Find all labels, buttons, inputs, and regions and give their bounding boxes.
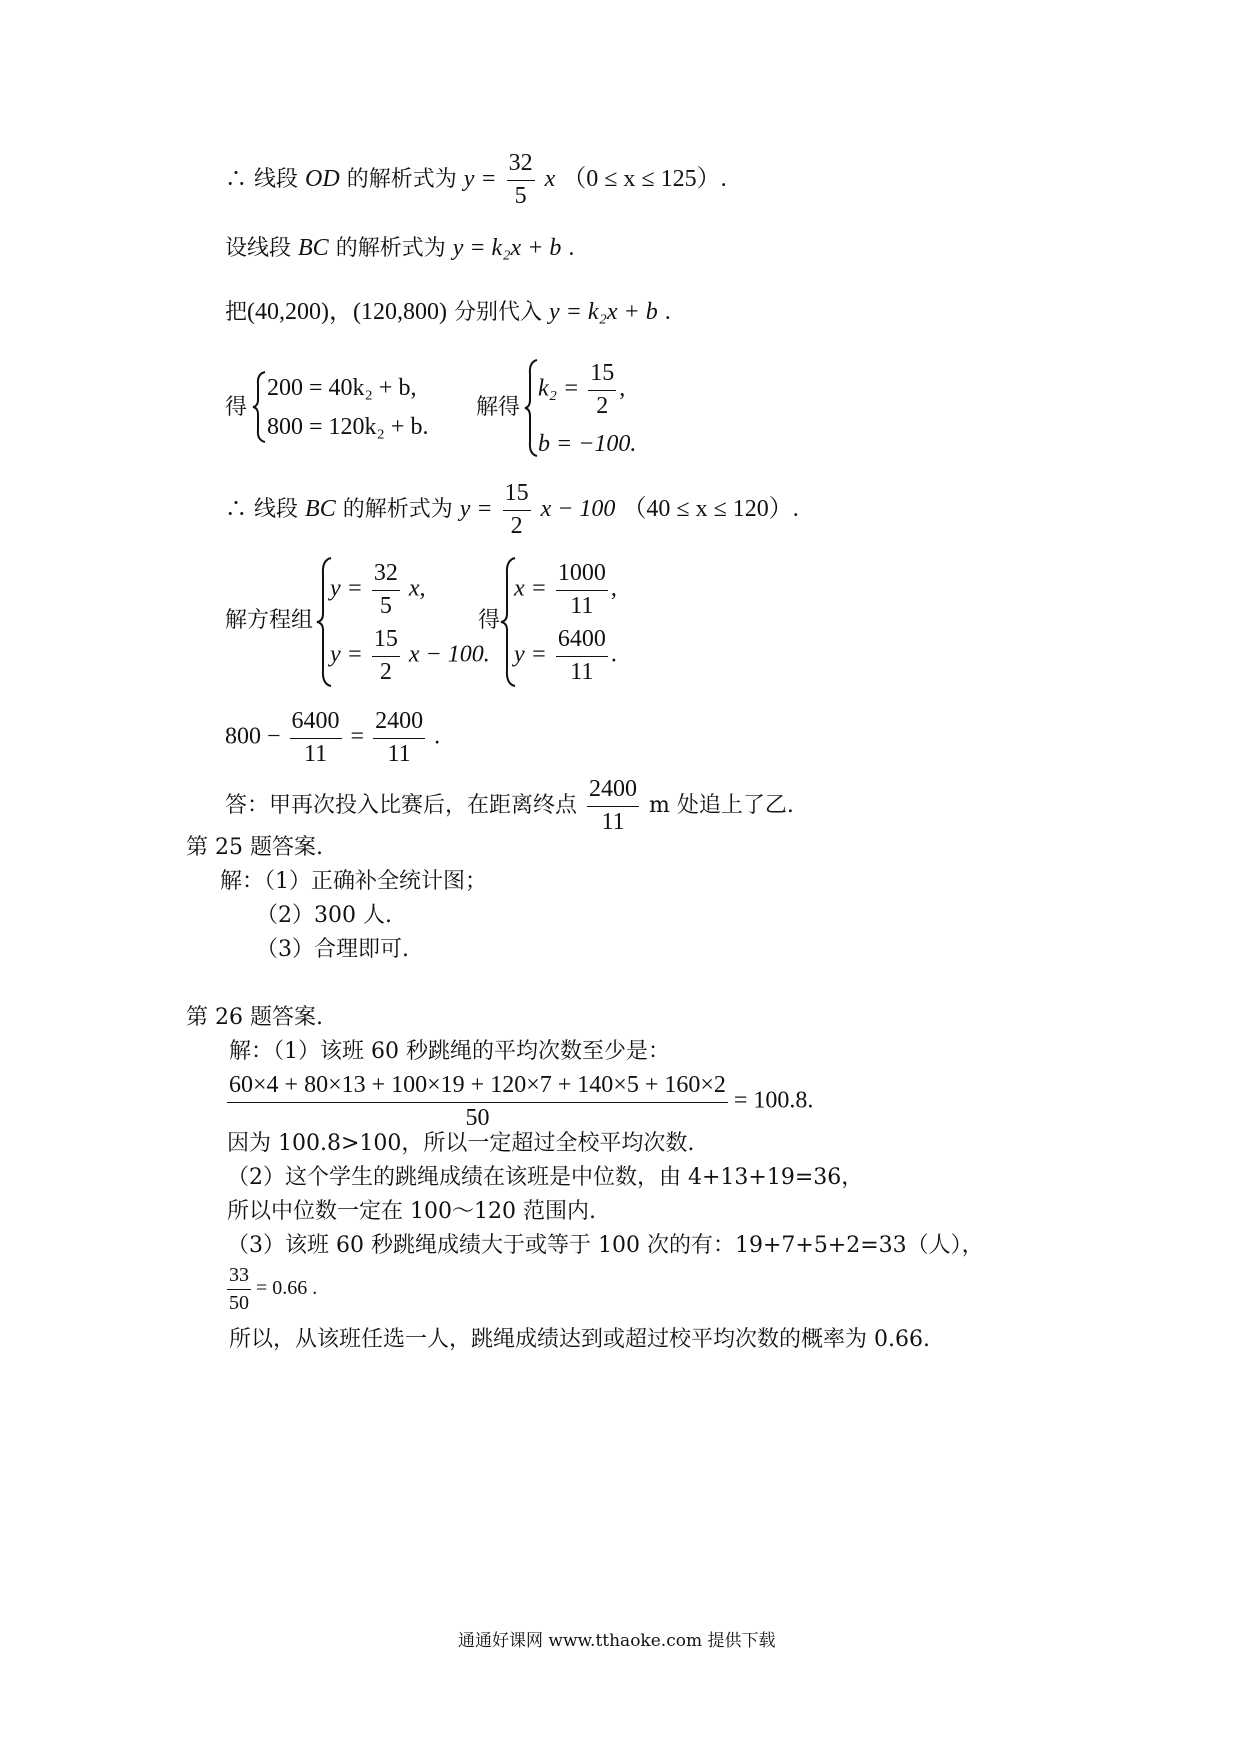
system2-eq2-fraction bbox=[372, 626, 400, 686]
q26-line-6: 所以，从该班任选一人，跳绳成绩达到或超过校平均次数的概率为 0.66. bbox=[229, 1327, 930, 1352]
answer-24-text-before: 答：甲再次投入比赛后，在距离终点 bbox=[225, 793, 578, 819]
bc-tail: x − 100 bbox=[540, 496, 616, 523]
bc-setup-line bbox=[225, 236, 574, 260]
od-slope-denominator: 5 bbox=[514, 182, 527, 209]
answer-24-numerator: 2400 bbox=[587, 776, 639, 807]
k2-tail: , bbox=[619, 375, 626, 402]
system2-eq1-denominator: 5 bbox=[379, 592, 392, 619]
system1-b-solution: b = −100. bbox=[538, 431, 637, 457]
therefore-symbol: ∴ bbox=[225, 167, 248, 193]
bc-slope-fraction bbox=[503, 480, 531, 540]
system2-eq1 bbox=[330, 560, 426, 620]
system1-de: 得 bbox=[225, 395, 248, 420]
od-slope-numerator: 32 bbox=[507, 150, 535, 181]
answer-24-denominator: 11 bbox=[601, 808, 625, 835]
system2-eq2-numerator: 15 bbox=[372, 626, 400, 657]
page-footer: 通通好课网 www.tthaoke.com 提供下载 bbox=[458, 1631, 776, 1651]
od-lead-text: 线段 bbox=[254, 167, 299, 193]
q26-line-3: （2）这个学生的跳绳成绩在该班是中位数，由 4+13+19=36， bbox=[227, 1165, 864, 1190]
system1-solve-label: 解得 bbox=[476, 395, 521, 420]
system2-eq2 bbox=[330, 626, 490, 686]
system2-x-fraction bbox=[556, 560, 608, 620]
q26-probability bbox=[227, 1264, 317, 1315]
answer-24-line bbox=[225, 776, 794, 836]
od-expr-text: 的解析式为 bbox=[346, 167, 457, 193]
substitute-formula: y = k₂x + b bbox=[549, 299, 658, 325]
bc-slope-numerator: 15 bbox=[503, 480, 531, 511]
q26-line-4: 所以中位数一定在 100～120 范围内. bbox=[227, 1199, 596, 1224]
system2-y-numerator: 6400 bbox=[556, 626, 608, 657]
q26-line-2: 因为 100.8>100，所以一定超过全校平均次数. bbox=[227, 1131, 695, 1156]
system2-x-numerator: 1000 bbox=[556, 560, 608, 591]
q26-prob-result: = 0.66 . bbox=[256, 1277, 318, 1300]
system2-label: 解方程组 bbox=[225, 608, 314, 633]
bc-expression-line bbox=[225, 480, 799, 540]
bc-segment: BC bbox=[305, 496, 336, 523]
k2-numerator: 15 bbox=[588, 360, 616, 391]
system2-y-tail: . bbox=[610, 641, 617, 668]
segment-od: OD bbox=[305, 166, 340, 193]
od-slope-fraction bbox=[507, 150, 535, 210]
difference-numerator-2: 2400 bbox=[373, 708, 425, 739]
system2-x-lhs: x = bbox=[514, 575, 547, 602]
difference-line bbox=[225, 708, 440, 768]
system2-eq1-tail: x, bbox=[408, 575, 426, 602]
q26-mean-fraction bbox=[227, 1072, 728, 1132]
q26-prob-denominator: 50 bbox=[229, 1292, 249, 1314]
bc-domain: （40 ≤ x ≤ 120）. bbox=[622, 496, 799, 523]
difference-equals: = bbox=[350, 723, 365, 750]
q25-line-1: 解：（1）正确补全统计图； bbox=[220, 869, 487, 894]
difference-fraction-2 bbox=[373, 708, 425, 768]
k2-fraction bbox=[588, 360, 616, 420]
bc-setup-text-before: 设线段 bbox=[225, 236, 292, 261]
q25-line-2: （2）300 人. bbox=[256, 903, 392, 928]
substitute-line bbox=[225, 300, 671, 324]
system2-y-solution bbox=[514, 626, 617, 686]
q26-prob-numerator: 33 bbox=[227, 1264, 251, 1290]
q26-mean-numerator: 60×4 + 80×13 + 100×19 + 120×7 + 140×5 + 160×2 bbox=[227, 1072, 728, 1103]
system1-eq2-text: 800 = 120k₂ + b. bbox=[267, 414, 429, 440]
bc-setup-period: . bbox=[568, 235, 575, 261]
difference-denominator-1: 11 bbox=[303, 740, 328, 767]
system2-x-solution bbox=[514, 560, 617, 620]
substitute-period: . bbox=[664, 299, 671, 325]
system2-x-tail: , bbox=[610, 575, 617, 602]
system1-k2-solution bbox=[538, 360, 625, 420]
answer-24-fraction bbox=[587, 776, 639, 836]
system2-eq2-tail: x − 100. bbox=[408, 641, 490, 668]
bc-setup-text-after: 的解析式为 bbox=[335, 236, 446, 261]
difference-fraction-1 bbox=[290, 708, 342, 768]
q26-mean-formula bbox=[227, 1072, 813, 1132]
bc-setup-formula: y = k₂x + b bbox=[452, 235, 562, 261]
q26-line-1: 解：（1）该班 60 秒跳绳的平均次数至少是： bbox=[229, 1039, 670, 1064]
q25-title: 第 25 题答案. bbox=[186, 835, 323, 860]
system2-de: 得 bbox=[478, 608, 501, 633]
system2-eq1-numerator: 32 bbox=[372, 560, 400, 591]
difference-denominator-2: 11 bbox=[387, 740, 411, 767]
bc-lead-text: 线段 bbox=[254, 497, 299, 523]
q26-title: 第 26 题答案. bbox=[186, 1005, 323, 1030]
system1-eq1 bbox=[267, 376, 416, 400]
difference-tail: . bbox=[434, 723, 441, 750]
substitute-points: (40,200)，(120,800) bbox=[247, 299, 447, 325]
difference-numerator-1: 6400 bbox=[290, 708, 342, 739]
system2-eq2-lhs: y = bbox=[330, 641, 363, 668]
system2-y-lhs: y = bbox=[514, 641, 547, 668]
difference-lhs: 800 − bbox=[225, 723, 281, 750]
segment-bc: BC bbox=[298, 235, 329, 261]
od-expression-line bbox=[225, 150, 727, 210]
system2-eq2-denominator: 2 bbox=[379, 658, 392, 685]
system2-eq1-fraction bbox=[372, 560, 400, 620]
bc-therefore-symbol: ∴ bbox=[225, 497, 248, 523]
k2-lhs: k₂ = bbox=[538, 375, 580, 402]
system1-left-brace bbox=[252, 370, 268, 444]
bc-y-eq: y = bbox=[459, 496, 493, 523]
answer-24-text-after: m 处追上了乙. bbox=[649, 793, 794, 819]
od-domain: （0 ≤ x ≤ 125）. bbox=[562, 166, 727, 193]
system2-x-denominator: 11 bbox=[570, 592, 594, 619]
substitute-text: 分别代入 bbox=[453, 300, 542, 325]
substitute-verb: 把 bbox=[225, 300, 248, 325]
system1-eq2 bbox=[267, 415, 428, 439]
system2-y-denominator: 11 bbox=[570, 658, 594, 685]
system1-eq1-text: 200 = 40k₂ + b, bbox=[267, 375, 417, 401]
q26-mean-result: = 100.8. bbox=[733, 1087, 814, 1114]
q25-line-3: （3）合理即可. bbox=[256, 937, 409, 962]
od-x-var: x bbox=[544, 166, 556, 193]
od-y-eq: y = bbox=[463, 166, 497, 193]
system2-eq1-lhs: y = bbox=[330, 575, 363, 602]
q26-mean-denominator: 50 bbox=[465, 1104, 490, 1131]
q26-line-5: （3）该班 60 秒跳绳成绩大于或等于 100 次的有：19+7+5+2=33（人）， bbox=[227, 1233, 984, 1258]
system2-y-fraction bbox=[556, 626, 608, 686]
bc-expr-text: 的解析式为 bbox=[342, 497, 453, 523]
k2-denominator: 2 bbox=[596, 392, 609, 419]
bc-slope-denominator: 2 bbox=[510, 512, 523, 539]
q26-prob-fraction bbox=[227, 1264, 251, 1315]
